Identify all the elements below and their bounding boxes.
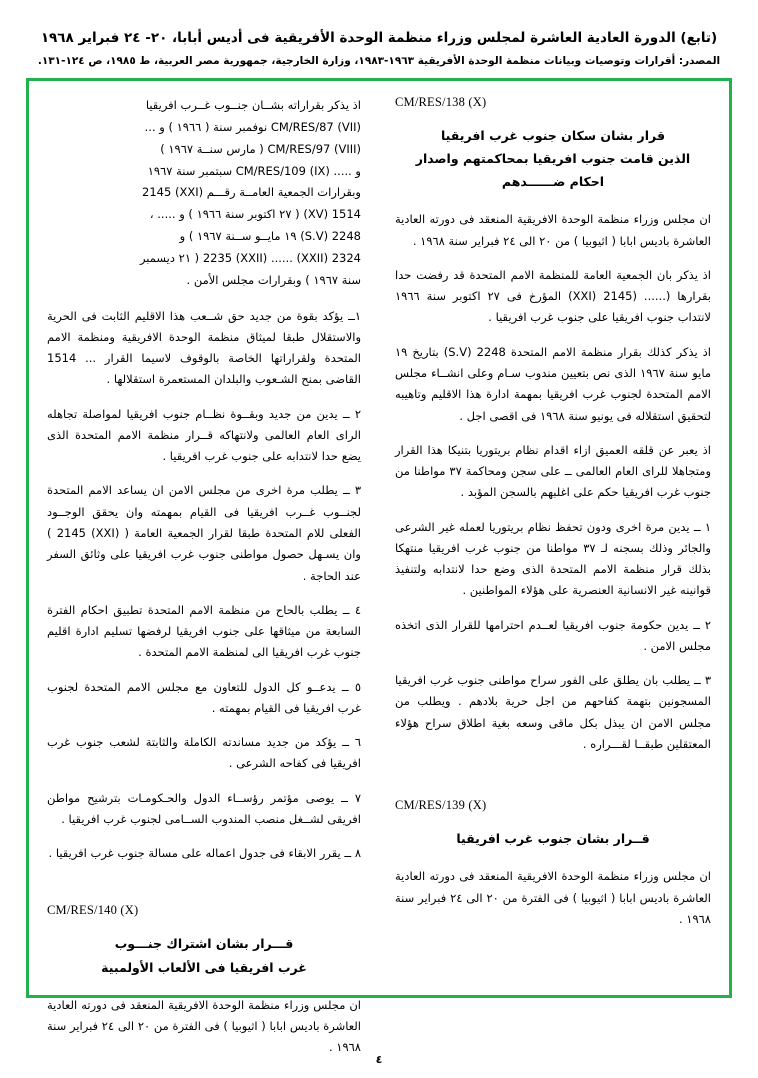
paragraph: ان مجلس وزراء منظمة الوحدة الافريقية المنعقد فى دورته العادية العاشرة باديس ابابا ( اثيوبيا ) فى الفترة من ٢٠ الى ٢٤ فبراير سنة ١٩٦٨ . xyxy=(47,997,361,1055)
resolution-id-138: CM/RES/138 (X) xyxy=(395,95,487,109)
numbered-paragraph: ٧ ــ يوصى مؤتمر رؤســاء الدول والحـكومـات بترشيح مواطن افريقى لشــغل منصب المندوب الســامى لجنوب غرب افريقيا . xyxy=(47,790,361,826)
page-header xyxy=(26,28,732,70)
opening-line: 2324 (XXII) ...... (XXII) 2235 ( ٢١ ديسمبر xyxy=(139,250,361,265)
column-right xyxy=(379,95,713,985)
resolution-title-139: قــرار بشان جنوب غرب افريقيا xyxy=(456,831,650,847)
resolution-title-138-line1: قرار بشان سكان جنوب غرب افريقيا xyxy=(440,128,666,143)
opening-line: وبقرارات الجمعية العامــة رقـــم (XXI) 2145 xyxy=(142,185,361,200)
page-number: ٤ xyxy=(375,1053,383,1066)
document-source-line: المصدر: أقرارات وتوصيات وبيانات منظمة الوحدة الأفريقية ١٩٦٣-١٩٨٣، وزارة الخارجية، جمهورية مصر العربية، ط ١٩٨٥، ص ١٢٤-١٣١. xyxy=(37,55,721,68)
paragraph: ان مجلس وزراء منظمة الوحدة الافريقية المنعقد فى دورته العادية العاشرة باديس ابابا ( اثيوبيا ) فى الفترة من ٢٠ الى ٢٤ فبراير سنة ١٩٦٨ . xyxy=(395,869,711,926)
resolution-title-138-line3: احكام ضــــــدهم xyxy=(501,174,605,190)
resolution-title-138 xyxy=(395,124,711,193)
resolution-title-140-line1: قـــرار بشان اشتراك جنـــوب xyxy=(114,936,294,952)
resolution-title-140-line2: غرب افريقيا فى الألعاب الأولمبية xyxy=(101,959,307,975)
opening-line: 2248 (S.V) ١٩ مايــو ســنة ١٩٦٧ ) و xyxy=(179,229,361,244)
numbered-paragraph: ٣ ــ يطلب بان يطلق على الفور سراح مواطنى جنوب غرب افريقيا المسجونين بتهمة كفاحهم من اجل حرية بلادهم . ويطلب من مجلس الامن ان يبذل بكل ماقى وسعه بغية اطلاق سراح هؤلاء المعتقلين طبقــا لقـــراره . xyxy=(395,673,711,751)
paragraph: ان مجلس وزراء منظمة الوحدة الافريقية المنعقد فى دورته العادية العاشرة باديس ابابا ( اثيوبيا ) من ٢٠ الى ٢٤ فبراير سنة ١٩٦٨ . xyxy=(395,212,711,248)
opening-line: 1514 (XV) ( ٢٧ اكتوبر سنة ١٩٦٦ ) و ..... ، xyxy=(149,207,361,222)
resolution-title-138-line2: الذين قامت جنوب افريقيا بمحاكمتهم واصدار xyxy=(415,151,691,167)
opening-reference-block xyxy=(47,95,361,292)
section-gap xyxy=(47,877,361,903)
section-gap xyxy=(395,768,711,798)
numbered-paragraph: ٤ ــ يطلب بالحاح من منظمة الامم المتحدة تطبيق احكام الفترة السابعة من ميثاقها على جنوب افريقيا لرفضها تسليم ادارة اقليم جنوب غرب افريقيا الى لمنظمة الامم المتحدة . xyxy=(47,602,361,660)
numbered-paragraph: ٢ ــ يدين من جديد وبقــوة نظــام جنوب افريقيا لمواصلة تجاهله الراى العام العالمى ولانتهاكه قــرار منظمة الامم المتحدة الذى يضع حدا لانتدابه على جنوب غرب افريقيا . xyxy=(47,406,361,464)
opening-line: اذ يذكر بقراراته بشــان جنــوب غــرب افريقيا xyxy=(145,98,361,112)
numbered-paragraph: ١ ــ يدين مرة اخرى ودون تحفظ نظام بريتوريا لعمله غير الشرعى والجائر وذلك بسجنه لـ ٣٧ مواطنا من جنوب غرب افريقيا منتهكا بذلك قرار منظمة الامم المتحدة الذى وضع حدا لانتدابه ولتنفيذ قوانينه غير الانسانية العنصرية على هؤلاء المواطنين . xyxy=(395,519,711,598)
paragraph: اذ يذكر بان الجمعية العامة للمنظمة الامم المتحدة قد رفضت حدا بقرارها (...... (2145 (XXI) المؤرخ فى ٢٧ اكتوبر سنة ١٩٦٦ لانتداب جنوب افريقيا على جنوب غرب افريقيا . xyxy=(395,267,711,325)
two-column-layout xyxy=(45,95,713,1055)
numbered-paragraph: ٢ ــ يدين حكومة جنوب افريقيا لعــدم احترامها للقرار الذى اتخذه مجلس الامن . xyxy=(395,617,711,653)
opening-line: و ..... (CM/RES/109 (IX سبتمبر سنة ١٩٦٧ xyxy=(147,163,361,178)
content-frame xyxy=(26,78,732,1055)
numbered-paragraph: ٣ ــ يطلب مرة اخرى من مجلس الامن ان يساعد الامم المتحدة لجنــوب غــرب افريقيا فى القيام بمهمته وان يحقق الوجــود الفعلى للام المتحدة طبقا لقرار الجمعية العامة ( (XXI) 2145 ) وان يسـهل حصول مواطنى جنوب غرب افريقيا على وثائق السفر عند الحاجة . xyxy=(47,483,361,583)
numbered-paragraph: ٨ ــ يقرر الابقاء فى جدول اعماله على مسالة جنوب غرب افريقيا . xyxy=(48,846,361,861)
numbered-paragraph: ١ــ يؤكد بقوة من جديد حق شــعب هذا الاقليم الثابت فى الحرية والاستقلال طبقا لميثاق منظمة الوحدة الافريقية ومنظمة الامم المتحدة ولقراراتها الخاصة بالوقوف لاسيما القرار ... 1514 القاضى بمنح الشـعوب والبلدان المستعمرة استقلالها . xyxy=(47,308,361,387)
resolution-id-139: CM/RES/139 (X) xyxy=(395,798,487,813)
paragraph: اذ يذكر كذلك بقرار منظمة الامم المتحدة 2248 (S.V) بتاريخ ١٩ مايو سنة ١٩٦٧ الذى نص بتعيين مندوب سـام وعلى انشــاء مجلس الامم المتحدة لجنوب غرب افريقيا بمهمة ادارة هذا الاقليم وتاهيبه لتحقيق استقلاله فى يونيو سنة ١٩٦٨ فى اقصى اجل . xyxy=(395,344,712,423)
opening-line: CM/RES/87 (VII) نوفمبر سنة ( ١٩٦٦ ) و ... xyxy=(144,119,361,134)
opening-line: CM/RES/97 (VIII) ( مارس سنــة ١٩٦٧ ) xyxy=(160,141,361,156)
document-title: (تابع) الدورة العادية العاشرة لمجلس وزراء منظمة الوحدة الأفريقية فى أديس أبابا، ٢٠- ٢٤ فبراير ١٩٦٨ xyxy=(40,30,718,46)
numbered-paragraph: ٦ ــ يؤكد من جديد مساندته الكاملة والثابتة لشعب جنوب غرب افريقيا فى كفاحه الشرعى . xyxy=(47,735,361,771)
resolution-title-140 xyxy=(47,932,361,978)
paragraph: اذ يعبر عن قلقه العميق ازاء اقدام نظام بريتوريا بتنيكا هذا القرار ومتجاهلا للراى العام العالمى ــ على سجن ومحاكمة ٣٧ مواطنا من جنوب غرب افريقيا حكم على اغلبهم بالسجن المؤبد . xyxy=(395,442,711,500)
numbered-paragraph: ٥ ــ يدعــو كل الدول للتعاون مع مجلس الامم المتحدة لجنوب غرب افريقيا فى القيام بمهمته . xyxy=(47,679,361,715)
resolution-id-140: CM/RES/140 (X) xyxy=(47,903,139,918)
opening-line: سنة ١٩٦٧ ) وبقرارات مجلس الأمن . xyxy=(186,272,361,287)
column-left xyxy=(45,95,379,1055)
